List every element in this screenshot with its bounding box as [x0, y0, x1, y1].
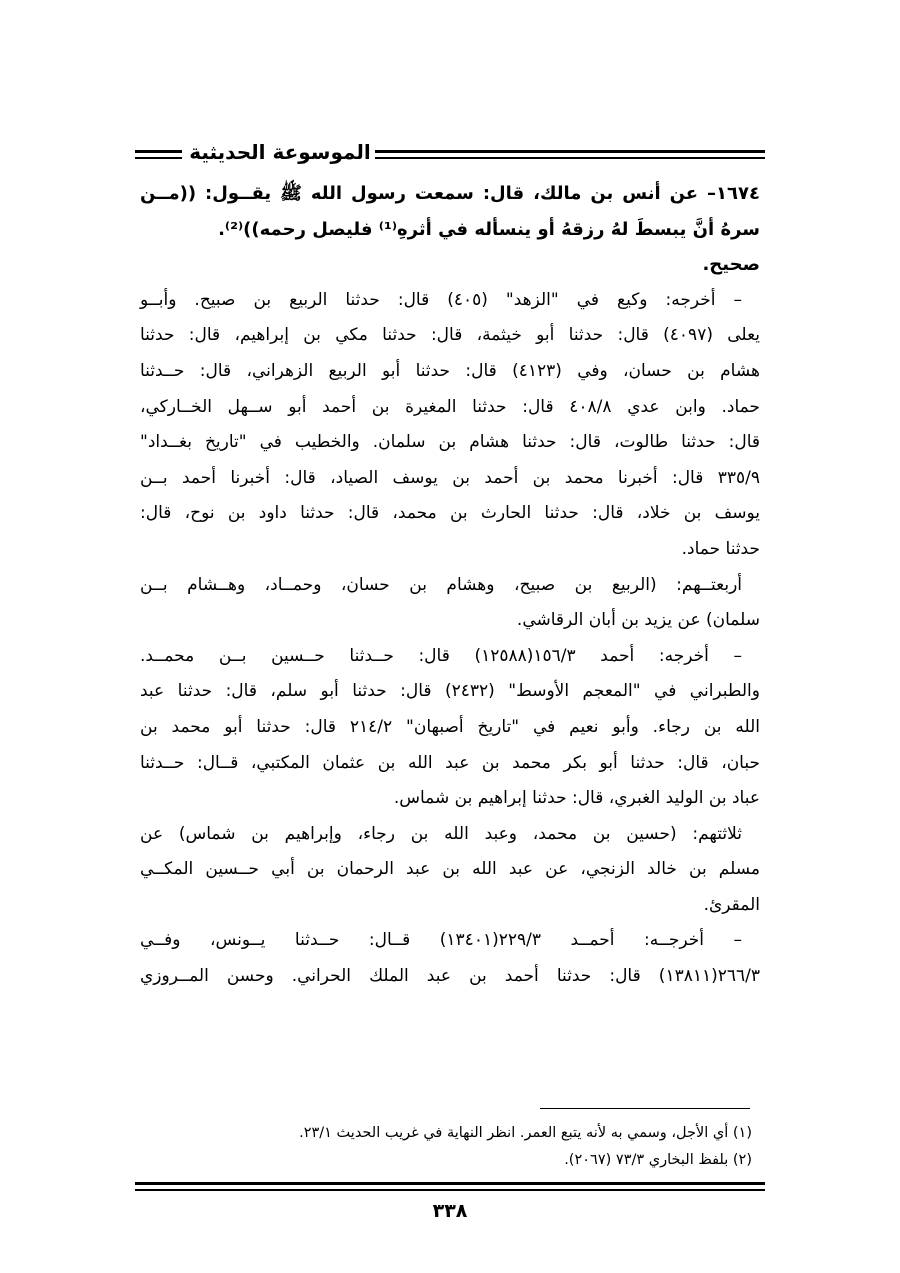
- page-number: ٣٣٨: [432, 1200, 468, 1222]
- paragraph-takhrij-2: [140, 639, 760, 817]
- text-line: يوسف بن خلاد، قال: حدثنا الحارث بن محمد، قال: حدثنا داود بن نوح، قال:: [140, 503, 760, 524]
- text-line: حدثنا حماد.: [681, 538, 760, 559]
- paragraph-takhrij-1: [140, 283, 760, 568]
- footnote: (٢) بلفظ البخاري ٧٣/٣ (٢٠٦٧).: [564, 1152, 752, 1168]
- text-line: ٢٦٦/٣(١٣٨١١) قال: حدثنا أحمد بن عبد الملك الحراني. وحسن المــروزي: [140, 966, 760, 987]
- text-line: حماد. وابن عدي ٤٠٨/٨ قال: حدثنا المغيرة بن أحمد أبو ســهل الخــاركي،: [140, 396, 760, 417]
- text-line: ٣٣٥/٩ قال: أخبرنا محمد بن أحمد بن يوسف الصياد، قال: أخبرنا أحمد بــن: [140, 467, 760, 488]
- footer-rule: [135, 1189, 765, 1191]
- hadith-text-line: سرهُ أنَّ يبسطَ لهُ رزقهُ أو ينسأله في أثرهِ⁽¹⁾ فليصل رحمه))⁽²⁾.: [218, 218, 760, 240]
- text-line: الله بن رجاء. وأبو نعيم في "تاريخ أصبهان" ٢١٤/٢ قال: حدثنا أبو محمد بن: [140, 716, 760, 737]
- running-header: [135, 140, 765, 177]
- text-line: – أخرجه: وكيع في "الزهد" (٤٠٥) قال: حدثنا الربيع بن صبيح. وأبــو: [140, 289, 742, 310]
- text-line: – أخرجه: أحمد ١٥٦/٣(١٢٥٨٨) قال: حــدثنا حــسين بــن محمــد.: [140, 645, 742, 666]
- footnote: (١) أي الأجل، وسمي به لأنه يتبع العمر. انظر النهاية في غريب الحديث ٢٣/١.: [299, 1125, 752, 1141]
- text-line: المقرئ.: [703, 894, 760, 915]
- text-line: قال: حدثنا طالوت، قال: حدثنا هشام بن سلمان. والخطيب في "تاريخ بغــداد": [140, 432, 760, 453]
- text-line: عباد بن الوليد الغبري، قال: حدثنا إبراهيم بن شماس.: [393, 788, 760, 809]
- hadith-grade: صحيح.: [702, 254, 760, 276]
- paragraph-takhrij-3: [140, 923, 760, 994]
- main-text: [140, 176, 760, 995]
- footnote-separator: [540, 1108, 750, 1109]
- header-rule: [375, 150, 765, 153]
- paragraph-summary-1: [140, 568, 760, 639]
- header-rule: [135, 157, 182, 159]
- text-line: هشام بن حسان، وفي (٤١٢٣) قال: حدثنا أبو الربيع الزهراني، قال: حــدثنا: [140, 360, 760, 381]
- paragraph-summary-2: [140, 817, 760, 924]
- header-title: الموسوعة الحديثية: [189, 140, 371, 164]
- text-line: حبان، قال: حدثنا أبو بكر محمد بن عبد الله بن عثمان المكتبي، قــال: حــدثنا: [140, 752, 760, 773]
- hadith-text-line: ١٦٧٤– عن أنس بن مالك، قال: سمعت رسول الله ﷺ يقــول: ((مــن: [140, 183, 760, 204]
- text-line: – أخرجــه: أحمــد ٢٢٩/٣(١٣٤٠١) قــال: حــدثنا يــونس، وفــي: [140, 930, 742, 951]
- text-line: والطبراني في "المعجم الأوسط" (٢٤٣٢) قال: حدثنا أبو سلم، قال: حدثنا عبد: [140, 681, 760, 702]
- text-line: أربعتــهم: (الربيع بن صبيح، وهشام بن حسان، وحمــاد، وهــشام بــن: [140, 574, 742, 595]
- text-line: يعلى (٤٠٩٧) قال: حدثنا أبو خيثمة، قال: حدثنا مكي بن إبراهيم، قال: حدثنا: [140, 325, 760, 346]
- text-line: سلمان) عن يزيد بن أبان الرقاشي.: [516, 610, 760, 631]
- footer-rule: [135, 1182, 765, 1185]
- text-line: مسلم بن خالد الزنجي، عن عبد الله بن عبد الرحمان بن أبي حــسين المكــي: [140, 859, 760, 880]
- text-line: ثلاثتهم: (حسين بن محمد، وعبد الله بن رجاء، وإبراهيم بن شماس) عن: [140, 823, 742, 844]
- footnotes: [140, 1120, 752, 1174]
- header-rule: [375, 157, 765, 159]
- header-rule: [135, 150, 182, 153]
